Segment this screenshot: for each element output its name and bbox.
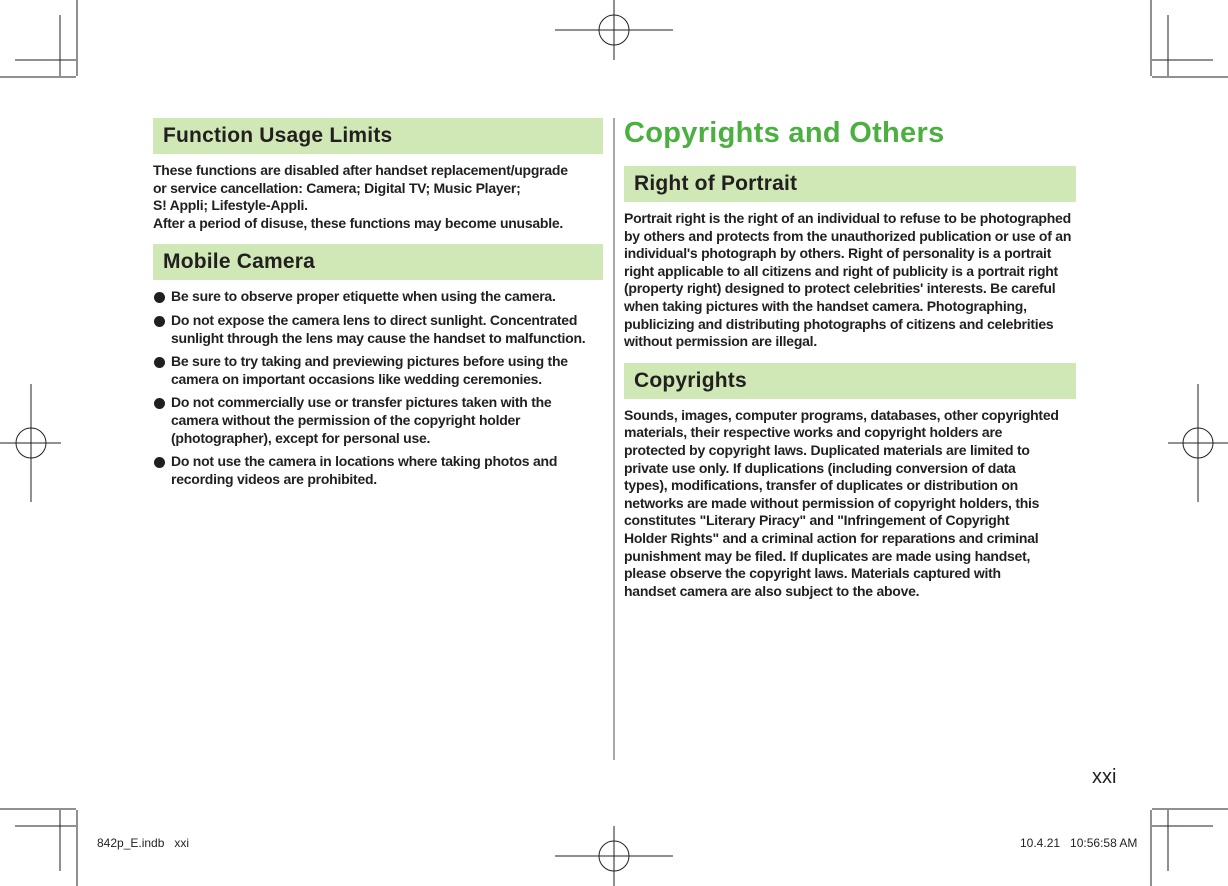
mobile-camera-section xyxy=(153,244,603,488)
bullet-dot-icon xyxy=(154,292,165,303)
bullet-dot-icon xyxy=(154,457,165,468)
function-usage-limits-section xyxy=(153,118,603,232)
right-of-portrait-section xyxy=(624,166,1076,351)
page-title: Copyrights and Others xyxy=(624,117,945,149)
print-slug-timestamp: 10.4.21 10:56:58 AM xyxy=(1020,836,1138,850)
copyrights-text: Sounds, images, computer programs, databases, other copyrighted materials, their respective works and copyright holders are protected by copyright laws. Duplicated materials are limited to private use only. If duplications (including conversion of data types), modifications, transfer of duplicates or distribution on networks are made without permission of copyright holders, this constitutes "Literary Piracy" and "Infringement of Copyright Holder Rights" and a criminal action for reparations and criminal punishment may be filed. If duplicates are made using handset, please observe the copyright laws. Materials captured with handset camera are also subject to the above. xyxy=(624,406,1059,599)
column-divider xyxy=(613,118,615,760)
camera-bullet-list xyxy=(153,288,603,488)
function-usage-limits-text: These functions are disabled after handset replacement/upgrade or service cancellation: Camera; Digital TV; Music Player; S! Appli; Lifestyle-Appli. After a period of disuse, these functions may become unusable. xyxy=(153,162,568,231)
print-slug-file: 842p_E.indb xxi xyxy=(97,836,190,850)
page-number: xxi xyxy=(1092,766,1117,788)
section-heading: Function Usage Limits xyxy=(153,118,603,154)
portrait-text: Portrait right is the right of an individual to refuse to be photographed by others and protects from the unauthorized publication or use of an individual's photograph by others. Right of personality is a portrait right applicable to all citizens and right of publicity is a portrait right (property right) designed to protect celebrities' interests. Be careful when taking pictures with the handset camera. Photographing, publicizing and distributing photographs of citizens and celebrities without permission are illegal. xyxy=(624,210,1072,350)
list-item: Be sure to try taking and previewing pictures before using the camera on important occasions like wedding ceremonies. xyxy=(153,353,603,388)
list-item: Be sure to observe proper etiquette when using the camera. xyxy=(153,288,603,306)
left-column xyxy=(153,118,603,502)
section-heading: Mobile Camera xyxy=(153,244,603,280)
copyrights-section xyxy=(624,363,1076,601)
list-item: Do not commercially use or transfer pictures taken with the camera without the permission of the copyright holder (photographer), except for personal use. xyxy=(153,394,603,447)
list-item: Do not use the camera in locations where taking photos and recording videos are prohibited. xyxy=(153,453,603,488)
section-heading: Right of Portrait xyxy=(624,166,1076,202)
bullet-dot-icon xyxy=(154,316,165,327)
section-heading: Copyrights xyxy=(624,363,1076,399)
right-column xyxy=(624,114,1076,612)
bullet-dot-icon xyxy=(154,357,165,368)
bullet-dot-icon xyxy=(154,398,165,409)
list-item: Do not expose the camera lens to direct sunlight. Concentrated sunlight through the lens may cause the handset to malfunction. xyxy=(153,312,603,347)
